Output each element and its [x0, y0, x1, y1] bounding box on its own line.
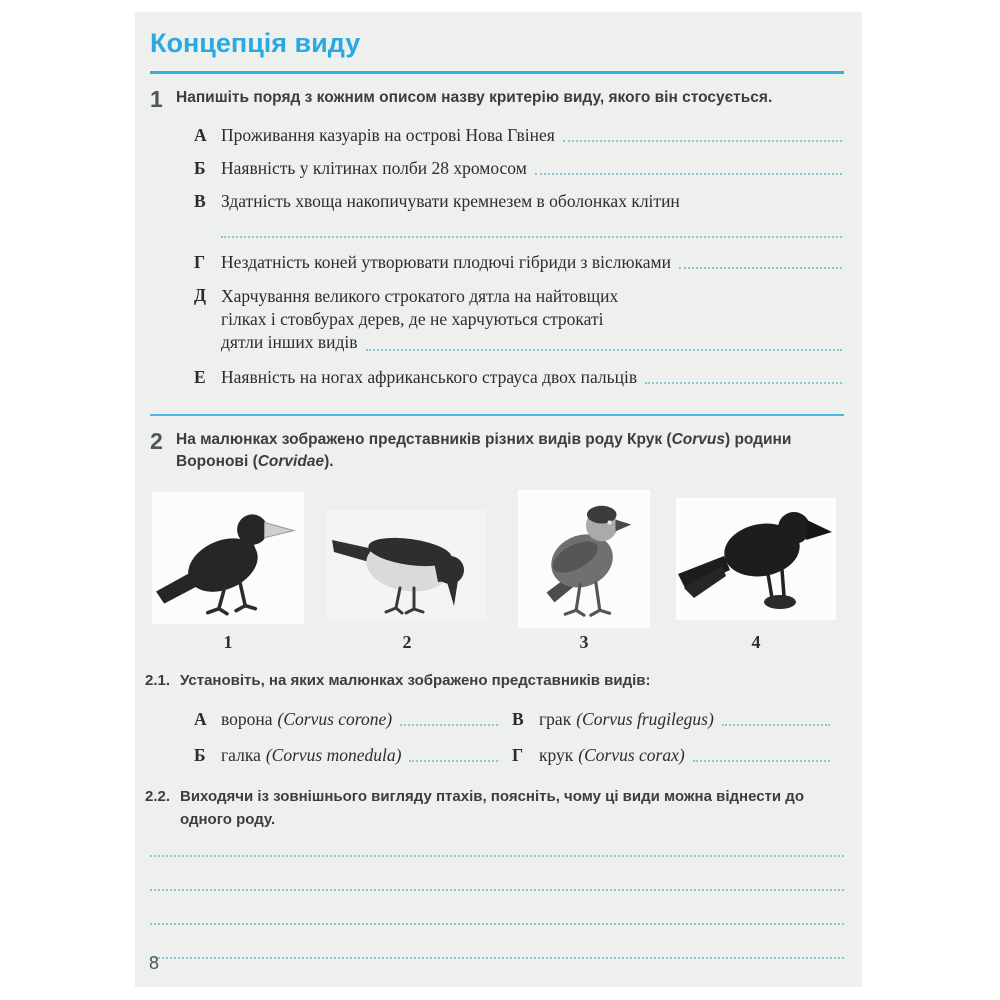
q2-prompt-text2: ) родини Воронові ( [176, 430, 792, 471]
question-2-2-header [145, 786, 844, 831]
question-2-header [150, 429, 844, 474]
raven-bird-illustration [676, 498, 836, 620]
option-v-answer-blank[interactable] [722, 724, 830, 726]
option-a-name: ворона [221, 709, 273, 730]
option-b-name: галка [221, 745, 261, 766]
question-1-items [194, 125, 844, 387]
q1-item-g-letter: Г [194, 252, 206, 273]
q1-item-a-text: Проживання казуарів на острові Нова Гвінея [221, 125, 555, 146]
bird-figure-3 [518, 490, 650, 628]
option-v [512, 709, 844, 730]
option-b-answer-blank[interactable] [409, 760, 498, 762]
bird-figures [150, 486, 844, 656]
q1-item-a [194, 125, 844, 146]
option-g-letter: Г [512, 745, 524, 766]
q1-item-g-answer-blank[interactable] [679, 267, 842, 269]
option-v-letter: В [512, 709, 524, 730]
q1-item-v [194, 191, 844, 212]
q2-prompt-text: На малюнках зображено представників різних видів роду Крук ( [176, 430, 672, 448]
question-2-number: 2 [150, 427, 163, 454]
option-a-latin: (Corvus corone) [277, 709, 393, 730]
bird-figure-2 [326, 510, 486, 620]
question-2-2-answer-area [150, 823, 844, 959]
title-divider [150, 71, 844, 74]
q1-item-a-letter: А [194, 125, 207, 146]
question-2-1-prompt: Установіть, на яких малюнках зображено представників видів: [180, 671, 651, 689]
q1-item-b [194, 158, 844, 179]
q1-item-e [194, 367, 844, 388]
question-1-number: 1 [150, 86, 163, 112]
q1-item-d-text [221, 285, 844, 354]
answer-line-4[interactable] [150, 925, 844, 959]
bird-figure-1 [152, 492, 304, 624]
worksheet-page [135, 12, 862, 987]
bird-figure-3-label: 3 [579, 631, 589, 652]
question-2-1-options [194, 709, 844, 766]
option-v-latin: (Corvus frugilegus) [576, 709, 714, 730]
q1-item-e-answer-blank[interactable] [645, 382, 842, 384]
hooded-crow-bird-illustration [326, 510, 486, 620]
page-number: 8 [149, 953, 160, 973]
question-1-header [150, 87, 844, 112]
q1-item-d-letter: Д [194, 285, 207, 306]
option-g-latin: (Corvus corax) [578, 745, 685, 766]
option-b-letter: Б [194, 745, 206, 766]
bird-figure-2-label: 2 [402, 631, 412, 652]
q1-item-d [194, 285, 844, 354]
question-1-prompt: Напишіть поряд з кожним описом назву критерію виду, якого він стосується. [176, 89, 773, 106]
option-a-letter: А [194, 709, 207, 730]
bird-figure-4 [676, 498, 836, 620]
q1-item-g [194, 252, 844, 273]
option-a-answer-blank[interactable] [400, 724, 498, 726]
q1-item-v-text: Здатність хвоща накопичувати кремнезем в оболонках клітин [221, 191, 680, 212]
question-2-2-prompt: Виходячи із зовнішнього вигляду птахів, поясніть, чому ці види можна віднести до одного роду. [180, 788, 804, 828]
option-b-latin: (Corvus monedula) [265, 745, 402, 766]
option-b [194, 745, 512, 766]
bird-figure-1-label: 1 [223, 631, 233, 652]
option-v-name: грак [539, 709, 572, 730]
q1-item-d-line1: Харчування великого строкатого дятла на найтовщих [221, 286, 619, 307]
q2-genus-latin: Corvus [671, 430, 725, 448]
option-a [194, 709, 512, 730]
q1-item-g-text: Нездатність коней утворювати плодючі гібриди з віслюками [221, 252, 671, 273]
question-2-prompt [176, 429, 844, 474]
page-title: Концепція виду [150, 28, 361, 58]
option-g-answer-blank[interactable] [693, 760, 830, 762]
q2-family-latin: Corvidae [257, 453, 325, 471]
q1-item-d-answer-blank[interactable] [366, 349, 843, 351]
answer-line-2[interactable] [150, 857, 844, 891]
q1-item-d-line2: гілках і стовбурах дерев, де не харчуються строкаті [221, 309, 604, 330]
option-g-name: крук [539, 745, 574, 766]
jackdaw-bird-illustration [518, 490, 650, 628]
q1-item-v-answer-blank[interactable] [221, 224, 842, 238]
q1-item-b-answer-blank[interactable] [535, 173, 842, 175]
section-divider [150, 414, 844, 416]
bird-figure-4-label: 4 [751, 631, 761, 652]
q1-item-b-text: Наявність у клітинах полби 28 хромосом [221, 158, 527, 179]
question-2-1-number: 2.1. [145, 671, 171, 689]
q1-item-e-letter: Е [194, 366, 206, 387]
question-2-1-header [145, 670, 844, 693]
q1-item-a-answer-blank[interactable] [563, 140, 842, 142]
q1-item-d-line3: дятли інших видів [221, 332, 358, 353]
q2-prompt-text3: ). [324, 453, 334, 471]
q1-item-b-letter: Б [194, 158, 206, 179]
question-2-2-number: 2.2. [145, 788, 171, 806]
q1-item-v-letter: В [194, 191, 206, 212]
answer-line-3[interactable] [150, 891, 844, 925]
q1-item-e-text: Наявність на ногах африканського страуса двох пальців [221, 366, 638, 387]
option-g [512, 745, 844, 766]
rook-bird-illustration [152, 492, 304, 624]
